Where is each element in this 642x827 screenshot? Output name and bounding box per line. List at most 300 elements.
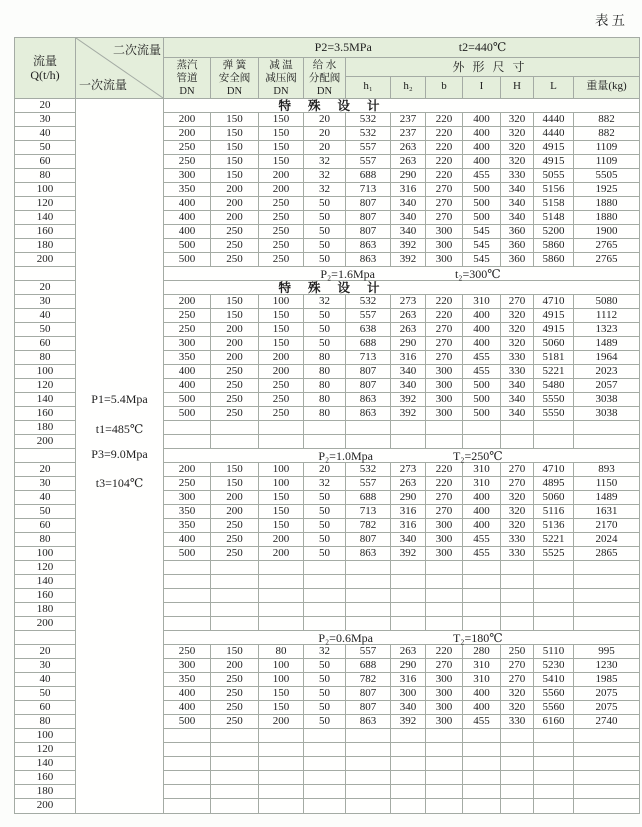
cell: 4895: [534, 477, 574, 490]
cell: 50: [304, 253, 346, 266]
cell: 100: [259, 477, 304, 490]
cell: [426, 589, 463, 602]
temperature-label: T₂=180℃: [452, 630, 503, 645]
cell: [164, 561, 211, 574]
cell: [304, 771, 346, 784]
cell: [259, 561, 304, 574]
cell: [259, 757, 304, 770]
cell: 290: [391, 491, 426, 504]
cell: 5200: [534, 225, 574, 238]
cell: 50: [304, 547, 346, 560]
cell: [346, 589, 391, 602]
cell: 5156: [534, 183, 574, 196]
flow-cell: 30: [15, 113, 75, 127]
cell: 400: [164, 687, 211, 700]
cell: 270: [501, 295, 534, 308]
cell: 200: [211, 197, 259, 210]
cell: 532: [346, 295, 391, 308]
cell: 392: [391, 239, 426, 252]
cell: [346, 757, 391, 770]
cell: [501, 729, 534, 742]
table-row: [164, 757, 639, 771]
cell: [211, 743, 259, 756]
cell: 250: [211, 379, 259, 392]
cell: 400: [463, 505, 501, 518]
cell: 400: [164, 225, 211, 238]
table-row: [164, 99, 639, 113]
cell: 220: [426, 141, 463, 154]
cell: [346, 603, 391, 616]
cell: 320: [501, 701, 534, 714]
cell: [426, 617, 463, 630]
cell: 455: [463, 351, 501, 364]
cell: [211, 771, 259, 784]
cell: 50: [304, 687, 346, 700]
col-header-steam-pipe-dn: 蒸汽 管道 DN: [164, 58, 211, 98]
cell: 50: [304, 197, 346, 210]
cell: 150: [259, 519, 304, 532]
cell: [211, 757, 259, 770]
cell: 270: [426, 337, 463, 350]
cell: [259, 785, 304, 798]
cell: 1880: [595, 197, 618, 209]
cell: 1109: [595, 141, 618, 153]
cell: 360: [501, 239, 534, 252]
cell: 50: [304, 211, 346, 224]
col-header-l: L: [534, 77, 574, 98]
cell: [391, 561, 426, 574]
cell: 50: [304, 715, 346, 728]
cell: [501, 771, 534, 784]
cell: 300: [426, 365, 463, 378]
cell: 638: [346, 323, 391, 336]
flow-cell: 160: [15, 589, 75, 603]
cell: 807: [346, 687, 391, 700]
cell: 290: [391, 169, 426, 182]
table-row: [164, 505, 639, 519]
flow-cell: 60: [15, 701, 75, 715]
cell: 882: [598, 127, 615, 139]
pressure-label: P₂=0.6Mpa: [318, 630, 373, 645]
cell: 2075: [595, 687, 618, 699]
cell: [534, 799, 574, 813]
p3-label: P3=9.0Mpa: [91, 447, 148, 461]
dimension-columns: [346, 77, 639, 98]
cell: [463, 785, 501, 798]
table-row: [164, 295, 639, 309]
cell: [501, 575, 534, 588]
cell: 250: [211, 239, 259, 252]
cell: 4915: [534, 323, 574, 336]
cell: 300: [391, 687, 426, 700]
cell: 300: [426, 533, 463, 546]
cell: 50: [304, 673, 346, 686]
cell: 32: [304, 183, 346, 196]
cell: 400: [164, 365, 211, 378]
cell: 200: [211, 323, 259, 336]
cell: 807: [346, 365, 391, 378]
cell: 320: [501, 127, 534, 140]
cell: 5110: [534, 645, 574, 658]
special-design-label: 特殊设计: [278, 98, 397, 113]
flow-cell: 50: [15, 505, 75, 519]
cell: 300: [426, 253, 463, 266]
cell: 273: [391, 463, 426, 476]
cell: 150: [211, 127, 259, 140]
table-row: [164, 715, 639, 729]
cell: 250: [164, 309, 211, 322]
cell: 863: [346, 253, 391, 266]
table-row: [164, 351, 639, 365]
cell: 532: [346, 463, 391, 476]
cell: [346, 561, 391, 574]
flow-cell: 120: [15, 197, 75, 211]
cell: [534, 589, 574, 602]
pressure-label: P₂=1.6Mpa: [320, 266, 375, 281]
cell: [259, 435, 304, 448]
cell: 1109: [595, 155, 618, 167]
cell: 300: [426, 673, 463, 686]
cell: [164, 743, 211, 756]
cell: 32: [304, 295, 346, 308]
cell: 320: [501, 323, 534, 336]
cell: 400: [463, 491, 501, 504]
table-row: [164, 477, 639, 491]
cell: 2865: [595, 547, 618, 559]
cell: [211, 575, 259, 588]
cell: [304, 603, 346, 616]
cell: [463, 757, 501, 770]
table-row: [164, 729, 639, 743]
cell: 150: [211, 477, 259, 490]
cell: [304, 575, 346, 588]
cell: 20: [304, 463, 346, 476]
cell: [211, 435, 259, 448]
cell: 200: [259, 351, 304, 364]
flow-cell: 60: [15, 337, 75, 351]
cell: 100: [259, 463, 304, 476]
cell: 310: [463, 463, 501, 476]
cell: [574, 575, 639, 588]
cell: [391, 575, 426, 588]
cell: 263: [391, 141, 426, 154]
cell: 150: [259, 155, 304, 168]
cell: 532: [346, 127, 391, 140]
cell: 150: [259, 491, 304, 504]
cell: [391, 799, 426, 813]
table-row: [164, 575, 639, 589]
cell: 150: [211, 645, 259, 658]
col-header-i: I: [463, 77, 501, 98]
cell: [463, 729, 501, 742]
cell: 250: [211, 533, 259, 546]
cell: [501, 785, 534, 798]
cell: 863: [346, 393, 391, 406]
cell: 263: [391, 477, 426, 490]
cell: 688: [346, 659, 391, 672]
cell: [426, 757, 463, 770]
table-row: [164, 393, 639, 407]
cell: 250: [501, 645, 534, 658]
cell: 150: [259, 337, 304, 350]
cell: 50: [304, 491, 346, 504]
cell: 200: [211, 183, 259, 196]
cell: [463, 617, 501, 630]
cell: [534, 729, 574, 742]
flow-cell: 140: [15, 211, 75, 225]
cell: 250: [259, 253, 304, 266]
cell: 1489: [595, 337, 618, 349]
cell: 200: [211, 505, 259, 518]
cell: 340: [501, 379, 534, 392]
cell: 270: [426, 351, 463, 364]
cell: [574, 421, 639, 434]
cell: 300: [426, 225, 463, 238]
cell: 250: [259, 239, 304, 252]
cell: 50: [304, 309, 346, 322]
cell: 1631: [595, 505, 618, 517]
data-header: [164, 38, 639, 99]
cell: 250: [259, 407, 304, 420]
cell: [391, 589, 426, 602]
cell: 350: [164, 351, 211, 364]
flow-cell: 80: [15, 533, 75, 547]
flow-title-line1: 流量: [32, 54, 57, 68]
cell: [501, 589, 534, 602]
cell: [574, 743, 639, 756]
cell: [534, 771, 574, 784]
cell: [164, 435, 211, 448]
cell: [501, 561, 534, 574]
cell: 300: [426, 407, 463, 420]
cell: 863: [346, 239, 391, 252]
cell: 300: [164, 169, 211, 182]
cell: [534, 617, 574, 630]
flow-rows: [15, 99, 75, 813]
cell: 392: [391, 547, 426, 560]
cell: 310: [463, 659, 501, 672]
flow-cell-empty: [15, 449, 75, 463]
cell: 807: [346, 197, 391, 210]
cell: 200: [259, 533, 304, 546]
cell: 360: [501, 225, 534, 238]
cell: 150: [211, 309, 259, 322]
flow-cell: 80: [15, 715, 75, 729]
cell: 5860: [534, 239, 574, 252]
data-rows: [164, 99, 639, 813]
cell: 320: [501, 505, 534, 518]
cell: 6160: [534, 715, 574, 728]
section-condition: [300, 632, 502, 644]
table-row: [164, 533, 639, 547]
cell: 150: [211, 463, 259, 476]
t1-label: t1=485℃: [95, 422, 144, 436]
cell: [259, 729, 304, 742]
cell: [501, 743, 534, 756]
cell: 50: [304, 533, 346, 546]
cell: 340: [391, 197, 426, 210]
cell: 270: [426, 197, 463, 210]
cell: [259, 421, 304, 434]
flow-cell: 80: [15, 169, 75, 183]
cell: 340: [501, 407, 534, 420]
cell: [426, 603, 463, 616]
cell: 5221: [534, 533, 574, 546]
section-condition: [302, 268, 500, 280]
cell: 392: [391, 393, 426, 406]
cell: [346, 771, 391, 784]
flow-cell: 60: [15, 519, 75, 533]
cell: 32: [304, 169, 346, 182]
cell: 310: [463, 673, 501, 686]
cell: 455: [463, 169, 501, 182]
cell: 200: [164, 463, 211, 476]
cell: 250: [211, 547, 259, 560]
cell: [259, 743, 304, 756]
cell: [391, 421, 426, 434]
cell: 20: [304, 141, 346, 154]
table-row: [164, 701, 639, 715]
cell: 150: [259, 141, 304, 154]
cell: [391, 435, 426, 448]
cell: 32: [304, 155, 346, 168]
cell: 1925: [595, 183, 618, 195]
cell: 320: [501, 309, 534, 322]
cell: 290: [391, 659, 426, 672]
cell: [211, 603, 259, 616]
cell: 150: [259, 687, 304, 700]
cell: [426, 743, 463, 756]
table-row: [164, 379, 639, 393]
cell: 250: [259, 197, 304, 210]
cell: 532: [346, 113, 391, 126]
flow-cell-empty: [15, 267, 75, 281]
cell: 100: [259, 295, 304, 308]
cell: [346, 575, 391, 588]
flow-cell: 100: [15, 183, 75, 197]
cell: [304, 785, 346, 798]
cell: 782: [346, 519, 391, 532]
cell: 50: [304, 337, 346, 350]
flow-cell: 20: [15, 463, 75, 477]
cell: 400: [164, 197, 211, 210]
cell: 4915: [534, 141, 574, 154]
cell: 4440: [534, 127, 574, 140]
cell: 5116: [534, 505, 574, 518]
cell: 557: [346, 645, 391, 658]
cell: 4710: [534, 295, 574, 308]
flow-cell-empty: [15, 631, 75, 645]
cell: 5505: [595, 169, 618, 181]
cell: 80: [304, 407, 346, 420]
flow-cell: 20: [15, 99, 75, 113]
cell: [304, 729, 346, 742]
cell: [304, 421, 346, 434]
table-row: [164, 463, 639, 477]
cell: [304, 743, 346, 756]
cell: 688: [346, 491, 391, 504]
cell: 500: [463, 211, 501, 224]
cell: 392: [391, 715, 426, 728]
cell: [574, 729, 639, 742]
cell: [463, 771, 501, 784]
cell: [391, 757, 426, 770]
cell: 200: [164, 127, 211, 140]
table-row: [164, 561, 639, 575]
cell: 250: [164, 141, 211, 154]
flow-cell: 40: [15, 309, 75, 323]
cell: 350: [164, 519, 211, 532]
temperature-label: t₂=300℃: [454, 266, 501, 281]
cell: 200: [211, 351, 259, 364]
cell: 150: [259, 309, 304, 322]
cell: 807: [346, 701, 391, 714]
cell: [463, 743, 501, 756]
cell: [574, 603, 639, 616]
cell: [574, 771, 639, 784]
cell: 400: [463, 519, 501, 532]
cell: 250: [259, 393, 304, 406]
cell: 455: [463, 715, 501, 728]
cell: 200: [259, 547, 304, 560]
table-row: [164, 547, 639, 561]
cell: 807: [346, 379, 391, 392]
cell: 5080: [595, 295, 618, 307]
flow-cell: 160: [15, 771, 75, 785]
section-divider-row: [164, 631, 639, 645]
cell: 20: [304, 127, 346, 140]
cell: [501, 617, 534, 630]
data-area: [164, 38, 639, 813]
cell: 150: [259, 505, 304, 518]
table-row: [164, 239, 639, 253]
cell: [463, 603, 501, 616]
cell: 330: [501, 365, 534, 378]
cell: 557: [346, 309, 391, 322]
column-header-row: [164, 58, 639, 98]
table-row: [164, 225, 639, 239]
cell: 200: [211, 659, 259, 672]
flow-cell: 200: [36, 799, 54, 811]
cell: 5221: [534, 365, 574, 378]
cell: 340: [501, 393, 534, 406]
cell: 2057: [595, 379, 618, 391]
cell: 500: [164, 239, 211, 252]
cell: 263: [391, 323, 426, 336]
table-row: [164, 141, 639, 155]
cell: 320: [501, 337, 534, 350]
flow-cell: 200: [15, 253, 75, 267]
cell: 300: [426, 701, 463, 714]
col-header-h: H: [501, 77, 534, 98]
cell: 5230: [534, 659, 574, 672]
cell: 340: [501, 183, 534, 196]
cell: 150: [211, 169, 259, 182]
cell: [164, 729, 211, 742]
table-row: [164, 309, 639, 323]
flow-cell: 160: [15, 225, 75, 239]
cell: 1150: [595, 477, 618, 489]
cell: [574, 799, 639, 813]
cell: 200: [259, 183, 304, 196]
cell: 340: [501, 211, 534, 224]
cell: 220: [426, 155, 463, 168]
cell: [211, 799, 259, 813]
cell: 500: [164, 407, 211, 420]
cell: 150: [211, 295, 259, 308]
cell: 995: [598, 645, 615, 657]
cell: 320: [501, 687, 534, 700]
